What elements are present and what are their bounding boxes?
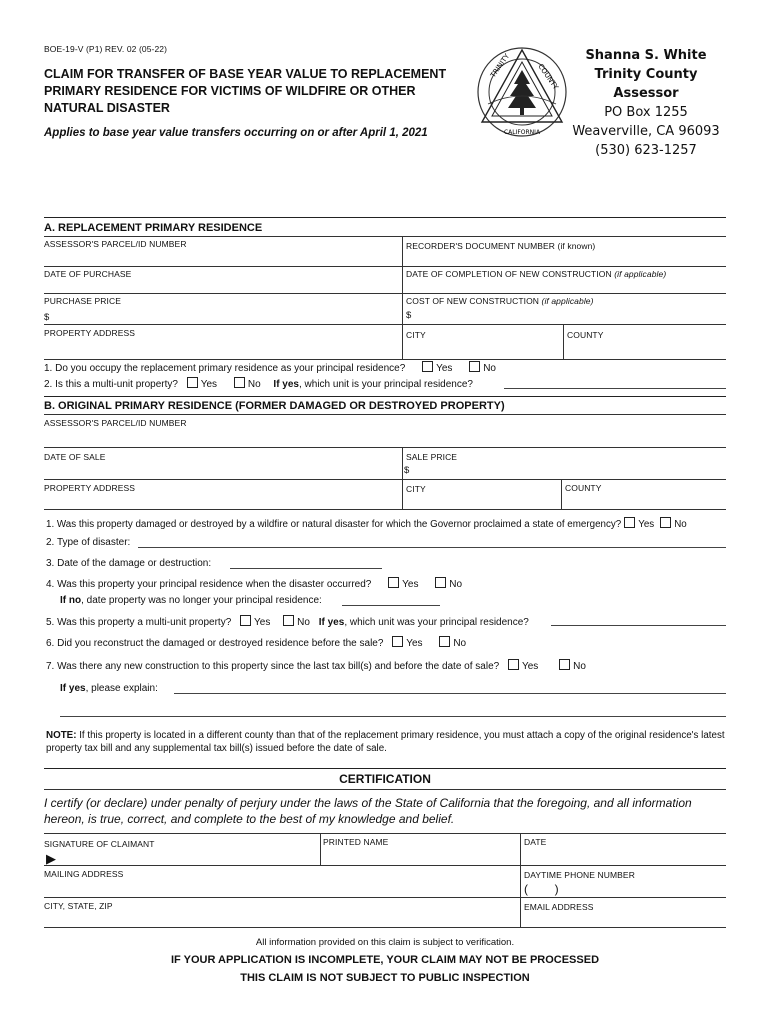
b-question-7: 7. Was there any new construction to this property since the last tax bill(s) and before the date of sale? Yes No [46,661,586,672]
assessor-city: Weaverville, CA 96093 [572,124,720,139]
form-subtitle: Applies to base year value transfers occurring on or after April 1, 2021 [44,127,428,139]
b-parcel-input[interactable] [46,430,724,446]
b-question-7-ifyes: If yes, please explain: [60,683,158,694]
certification-heading: CERTIFICATION [339,772,431,786]
label-b-sale-date: DATE OF SALE [44,452,106,462]
seal-text-top: TRINITY [489,52,512,80]
county-seal-icon [474,44,570,140]
label-a-purchase-price: PURCHASE PRICE [44,296,121,306]
b-question-3: 3. Date of the damage or destruction: [46,558,212,569]
date-input[interactable] [524,848,724,863]
b-county-input[interactable] [565,494,724,507]
label-b-sale-price: SALE PRICE [406,452,458,462]
label-city-state-zip: CITY, STATE, ZIP [44,901,113,911]
label-mailing-address: MAILING ADDRESS [44,869,124,879]
certification-statement: I certify (or declare) under penalty of perjury under the laws of the State of California that the foregoing, and all information hereon, is true, correct, and complete to the best of my knowledge and belief. [44,796,692,826]
label-b-city: CITY [406,484,426,494]
title-line-2: PRIMARY RESIDENCE FOR VICTIMS OF WILDFIRE OR OTHER [44,84,416,98]
assessor-po-box: PO Box 1255 [604,105,688,120]
signature-input[interactable] [62,850,316,864]
b-address-input[interactable] [46,494,398,507]
a-purchase-price-input[interactable] [54,308,398,322]
b-q4-date-input[interactable] [342,605,440,606]
a-q2-yes-checkbox[interactable] [187,377,198,388]
b-q7-no-checkbox[interactable] [559,659,570,670]
seal-text-right: COUNTY [536,62,560,92]
b-question-6: 6. Did you reconstruct the damaged or destroyed residence before the sale? Yes No [46,638,467,649]
footer-public-inspection: THIS CLAIM IS NOT SUBJECT TO PUBLIC INSPECTION [240,972,530,984]
b-question-4-ifno: If no, date property was no longer your principal residence: [60,595,322,606]
label-a-construction-cost: COST OF NEW CONSTRUCTION (if applicable) [406,296,594,306]
a-purchase-date-input[interactable] [46,279,398,292]
label-email: EMAIL ADDRESS [524,902,594,912]
b-q5-no-checkbox[interactable] [283,615,294,626]
form-id: BOE-19-V (P1) REV. 02 (05-22) [44,44,168,54]
b-sale-price-input[interactable] [414,463,724,477]
label-a-completion: DATE OF COMPLETION OF NEW CONSTRUCTION (if applicable) [406,269,667,279]
b-q7-yes-checkbox[interactable] [508,659,519,670]
label-b-parcel: ASSESSOR'S PARCEL/ID NUMBER [44,418,187,428]
a-cost-dollar: $ [406,310,412,321]
signature-arrow-icon: ▶ [46,851,56,866]
a-q2-unit-input[interactable] [504,388,726,389]
section-b-heading: B. ORIGINAL PRIMARY RESIDENCE (FORMER DAMAGED OR DESTROYED PROPERTY) [44,400,505,412]
footer-incomplete-warning: IF YOUR APPLICATION IS INCOMPLETE, YOUR CLAIM MAY NOT BE PROCESSED [170,954,600,966]
label-printed-name: PRINTED NAME [323,837,389,847]
a-q1-no-checkbox[interactable] [469,361,480,372]
phone-input[interactable]: ( ) [524,882,559,896]
form-title [44,66,446,117]
label-b-county: COUNTY [565,483,602,493]
b-damage-date-input[interactable] [230,568,382,569]
b-q6-no-checkbox[interactable] [439,636,450,647]
label-a-purchase-date: DATE OF PURCHASE [44,269,132,279]
b-disaster-type-input[interactable] [138,547,726,548]
b-q7-explain-input-2[interactable] [60,716,726,717]
a-construction-cost-input[interactable] [416,306,724,320]
label-b-address: PROPERTY ADDRESS [44,483,136,493]
a-q2-no-checkbox[interactable] [234,377,245,388]
label-a-city: CITY [406,330,426,340]
assessor-phone: (530) 623-1257 [595,143,697,158]
b-q6-yes-checkbox[interactable] [392,636,403,647]
b-sale-dollar: $ [404,465,410,476]
printed-name-input[interactable] [323,848,517,863]
b-question-5: 5. Was this property a multi-unit property? Yes No If yes, which unit was your principal residence? [46,617,529,628]
a-q1-yes-checkbox[interactable] [422,361,433,372]
assessor-contact [566,46,726,160]
a-purchase-dollar: $ [44,312,50,323]
label-a-county: COUNTY [567,330,604,340]
a-address-input[interactable] [46,340,398,356]
assessor-office: Trinity County Assessor [594,67,698,101]
b-city-input[interactable] [406,494,558,507]
label-a-parcel: ASSESSOR'S PARCEL/ID NUMBER [44,239,187,249]
a-county-input[interactable] [567,342,724,356]
a-completion-input[interactable] [406,279,724,292]
label-date: DATE [524,837,547,847]
b-q1-yes-checkbox[interactable] [624,517,635,528]
a-city-input[interactable] [406,342,560,356]
label-a-address: PROPERTY ADDRESS [44,328,136,338]
b-q4-no-checkbox[interactable] [435,577,446,588]
b-question-4: 4. Was this property your principal residence when the disaster occurred? Yes No [46,579,463,590]
b-sale-date-input[interactable] [46,463,398,477]
footer-verify: All information provided on this claim is subject to verification. [255,937,515,948]
seal-text-bottom: CALIFORNIA [503,129,541,136]
b-q1-no-checkbox[interactable] [660,517,671,528]
title-line-1: CLAIM FOR TRANSFER OF BASE YEAR VALUE TO REPLACEMENT [44,67,447,81]
b-q5-yes-checkbox[interactable] [240,615,251,626]
b-question-2: 2. Type of disaster: [46,537,131,548]
mailing-address-input[interactable] [46,880,516,894]
city-state-zip-input[interactable] [46,911,516,925]
label-a-recorder: RECORDER'S DOCUMENT NUMBER (if known) [406,241,596,251]
a-question-2: 2. Is this a multi-unit property? Yes No If yes, which unit is your principal residence? [44,379,473,390]
a-parcel-input[interactable] [46,250,398,265]
a-recorder-input[interactable] [406,252,724,265]
assessor-name: Shanna S. White [585,48,707,63]
b-q7-explain-input-1[interactable] [174,693,726,694]
a-question-1: 1. Do you occupy the replacement primary residence as your principal residence? Yes No [44,363,496,374]
b-q5-unit-input[interactable] [551,625,726,626]
label-phone: DAYTIME PHONE NUMBER [524,870,635,880]
label-signature: SIGNATURE OF CLAIMANT [44,839,155,849]
email-input[interactable] [524,912,724,925]
note-text: NOTE: If this property is located in a different county than that of the replacement primary residence, you must attach a copy of the original residence's latest property tax bill and any supplemental tax bill(s) issued before the date of sale. [46,730,725,754]
section-a-heading: A. REPLACEMENT PRIMARY RESIDENCE [44,222,263,234]
b-question-1: 1. Was this property damaged or destroyed by a wildfire or natural disaster for which the Governor proclaimed a state of emergency? Yes No [46,519,687,530]
b-q4-yes-checkbox[interactable] [388,577,399,588]
title-line-3: NATURAL DISASTER [44,101,170,115]
